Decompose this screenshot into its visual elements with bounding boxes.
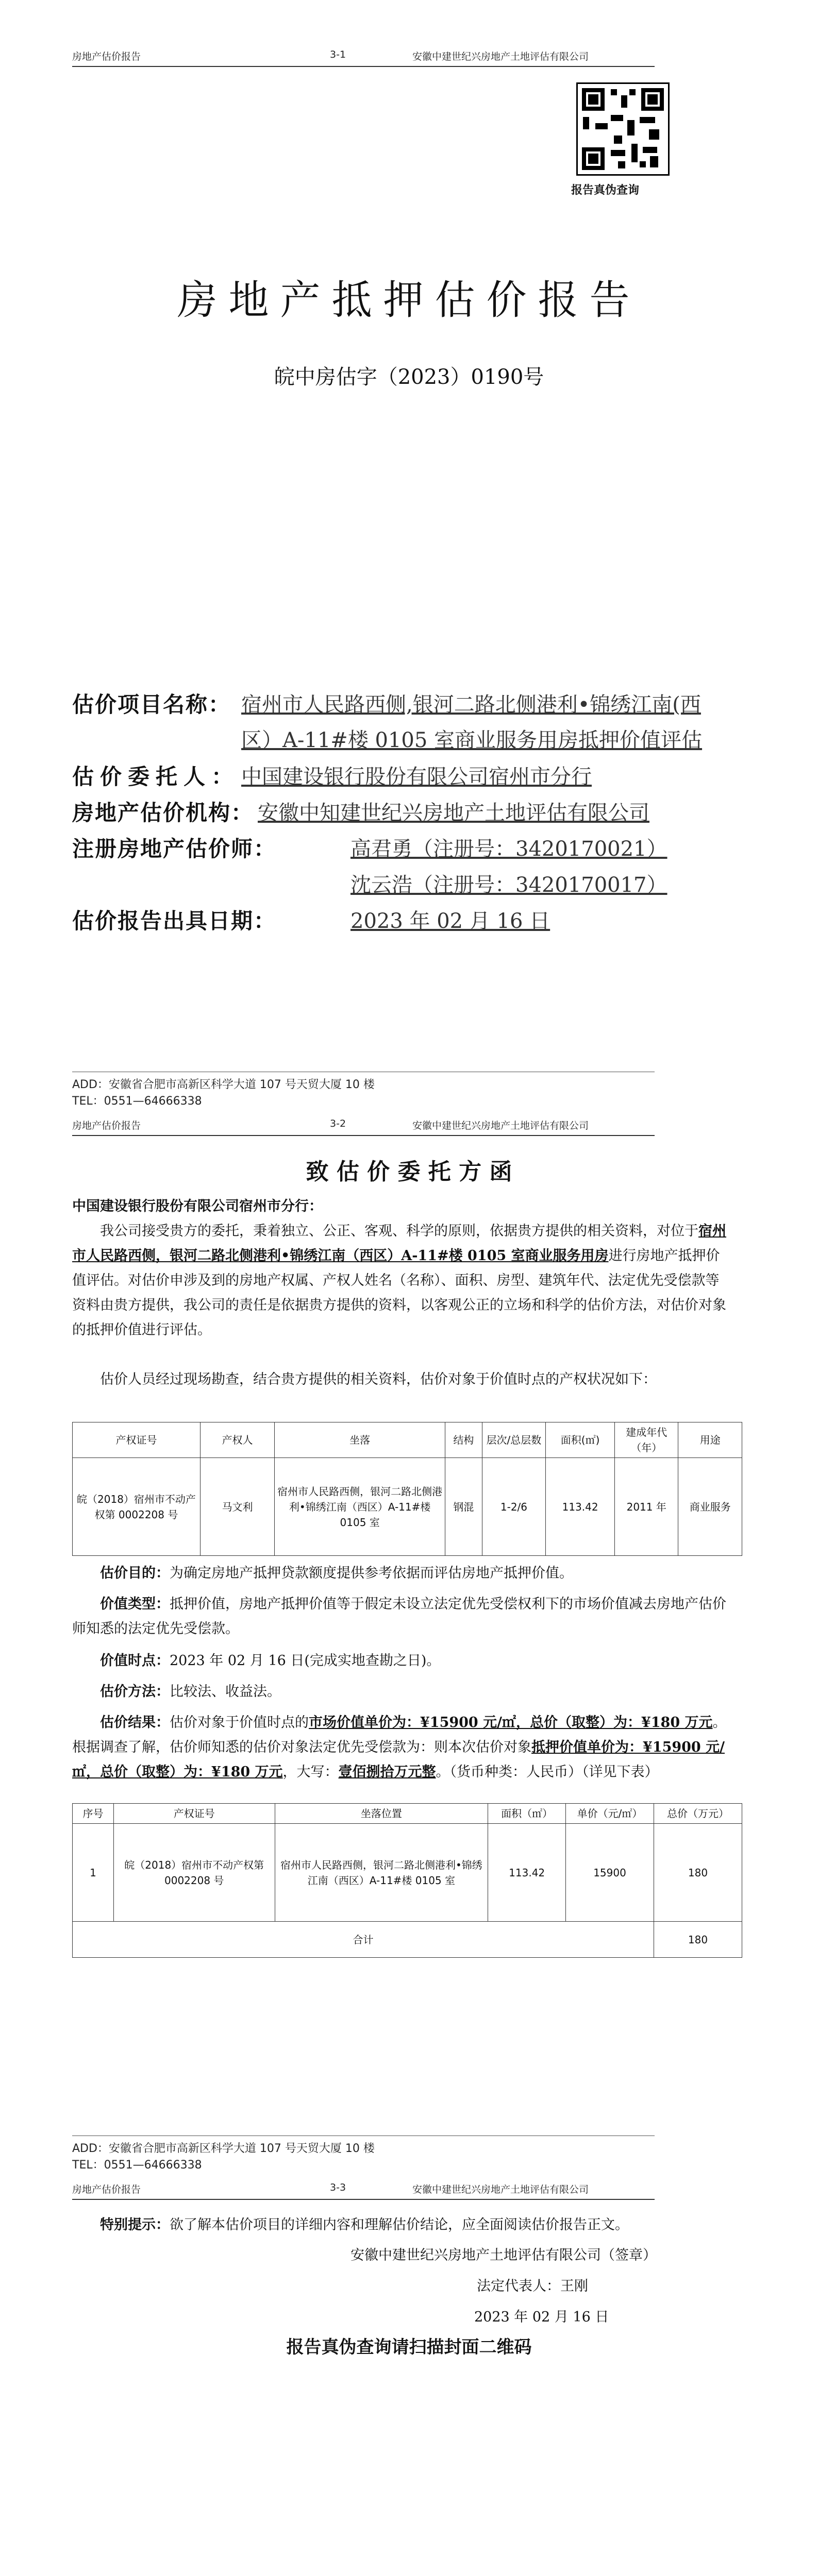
- report-number: 皖中房估字（2023）0190号: [274, 365, 544, 389]
- letter-paragraph-1: 我公司接受贵方的委托，秉着独立、公正、客观、科学的原则，依据贵方提供的相关资料，对位于宿州市人民路西侧，银河二路北侧港利•锦绣江南（西区）A-11#楼 0105 室商业服务用房进行房地产抵押价值评估。对估价申涉及到的房地产权属、产权人姓名（名称）、面积、房型、建筑年代、法定优先受偿款等资料由贵方提供，我公司的责任是依据贵方提供的资料，以客观公正的立场和科学的估价方法，对估价对象的抵押价值进行评估。: [72, 1223, 726, 1338]
- header-right: 安徽中建世纪兴房地产土地评估有限公司: [412, 2184, 589, 2195]
- qr-code-icon[interactable]: [576, 82, 670, 176]
- value-date-line: 价值时点：2023 年 02 月 16 日(完成实地查勘之日)。: [100, 1653, 441, 1669]
- header-left: 房地产估价报告: [72, 2184, 141, 2195]
- appraiser-1: 高君勇（注册号：3420170021）: [350, 837, 667, 861]
- project-name-line2: 区）A-11#楼 0105 室商业服务用房抵押价值评估: [241, 728, 703, 752]
- project-name-line1: 宿州市人民路西侧,银河二路北侧港利•锦绣江南(西: [241, 693, 701, 717]
- letter-paragraph-2: 估价人员经过现场勘查，结合贵方提供的相关资料，估价对象于价值时点的产权状况如下：: [100, 1371, 657, 1387]
- agency-value: 安徽中知建世纪兴房地产土地评估有限公司: [258, 801, 649, 825]
- issue-date-label: 估价报告出具日期：: [72, 908, 277, 934]
- purpose-line: 估价目的：为确定房地产抵押贷款额度提供参考依据而评估房地产抵押价值。: [100, 1565, 573, 1581]
- header-rule: [72, 2199, 655, 2200]
- header-rule: [72, 1135, 655, 1136]
- header-page-number: 3-1: [330, 49, 346, 60]
- table-row: 1 皖（2018）宿州市不动产权第 0002208 号 宿州市人民路西侧，银河二路北侧港利•锦绣江南（西区）A-11#楼 0105 室 113.42 15900 180: [73, 1824, 742, 1922]
- company-seal-line: 安徽中建世纪兴房地产土地评估有限公司（签章）: [350, 2247, 657, 2263]
- legal-representative: 法定代表人：王刚: [477, 2278, 588, 2294]
- footer-tel: TEL：0551—64666338: [72, 2159, 202, 2172]
- footer-address: ADD：安徽省合肥市高新区科学大道 107 号天贸大厦 10 楼: [72, 2142, 375, 2155]
- header-rule: [72, 66, 655, 67]
- letter-addressee: 中国建设银行股份有限公司宿州市分行：: [72, 1198, 323, 1214]
- issue-date-value: 2023 年 02 月 16 日: [350, 909, 550, 933]
- header-right: 安徽中建世纪兴房地产土地评估有限公司: [412, 1120, 589, 1131]
- footer-tel: TEL：0551—64666338: [72, 1095, 202, 1108]
- header-page-number: 3-2: [330, 1118, 346, 1129]
- report-title: 房地产抵押估价报告: [177, 277, 641, 324]
- valuation-table: 序号 产权证号 坐落位置 面积（㎡） 单价（元/㎡） 总价（万元） 1 皖（2018）宿州市不动产权第 0002208 号 宿州市人民路西侧，银河二路北侧港利•锦绣江南（西区）A-11#楼 0105 室 113.42 15900 180 合计 180: [72, 1803, 742, 1958]
- header-left: 房地产估价报告: [72, 1120, 141, 1131]
- special-note: 特别提示：欲了解本估价项目的详细内容和理解估价结论，应全面阅读估价报告正文。: [100, 2217, 629, 2233]
- footer-address: ADD：安徽省合肥市高新区科学大道 107 号天贸大厦 10 楼: [72, 1078, 375, 1091]
- table-total-row: 合计 180: [73, 1922, 742, 1958]
- appraiser-label: 注册房地产估价师：: [72, 836, 277, 861]
- agency-label: 房地产估价机构：: [72, 800, 254, 825]
- property-table: 产权证号 产权人 坐落 结构 层次/总层数 面积(㎡) 建成年代（年） 用途 皖（2018）宿州市不动产权第 0002208 号 马文利 宿州市人民路西侧，银河二路北侧港利•锦绣江南（西区）A-11#楼 0105 室 钢混 1-2/6 113.42 2011 年 商业服务: [72, 1422, 742, 1556]
- page3-date: 2023 年 02 月 16 日: [474, 2309, 609, 2325]
- client-label: 估价委托人：: [72, 764, 240, 789]
- table-row: 皖（2018）宿州市不动产权第 0002208 号 马文利 宿州市人民路西侧，银河二路北侧港利•锦绣江南（西区）A-11#楼 0105 室 钢混 1-2/6 113.42 2011 年 商业服务: [73, 1458, 742, 1556]
- letter-title: 致 估 价 委 托 方 函: [306, 1159, 512, 1185]
- qr-scan-note: 报告真伪查询请扫描封面二维码: [286, 2337, 532, 2358]
- result-line: 估价结果：估价对象于价值时点的市场价值单价为：¥15900 元/㎡，总价（取整）为：¥180 万元。根据调查了解，估价师知悉的估价对象法定优先受偿款为：则本次估价对象抵押价值单价为：¥15900 元/㎡，总价（取整）为：¥180 万元，大写：壹佰捌拾万元整。（货币种类：人民币）（详见下表）: [72, 1715, 727, 1780]
- header-left: 房地产估价报告: [72, 51, 141, 62]
- method-line: 估价方法：比较法、收益法。: [100, 1684, 281, 1700]
- project-name-label: 估价项目名称：: [72, 692, 231, 717]
- value-type-line: 价值类型：抵押价值，房地产抵押价值等于假定未设立法定优先受偿权利下的市场价值减去房地产估价师知悉的法定优先受偿款。: [72, 1596, 726, 1637]
- client-value: 中国建设银行股份有限公司宿州市分行: [241, 765, 592, 789]
- header-right: 安徽中建世纪兴房地产土地评估有限公司: [412, 51, 589, 62]
- appraiser-2: 沈云浩（注册号：3420170017）: [350, 873, 667, 897]
- header-page-number: 3-3: [330, 2182, 346, 2193]
- qr-caption: 报告真伪查询: [571, 183, 640, 197]
